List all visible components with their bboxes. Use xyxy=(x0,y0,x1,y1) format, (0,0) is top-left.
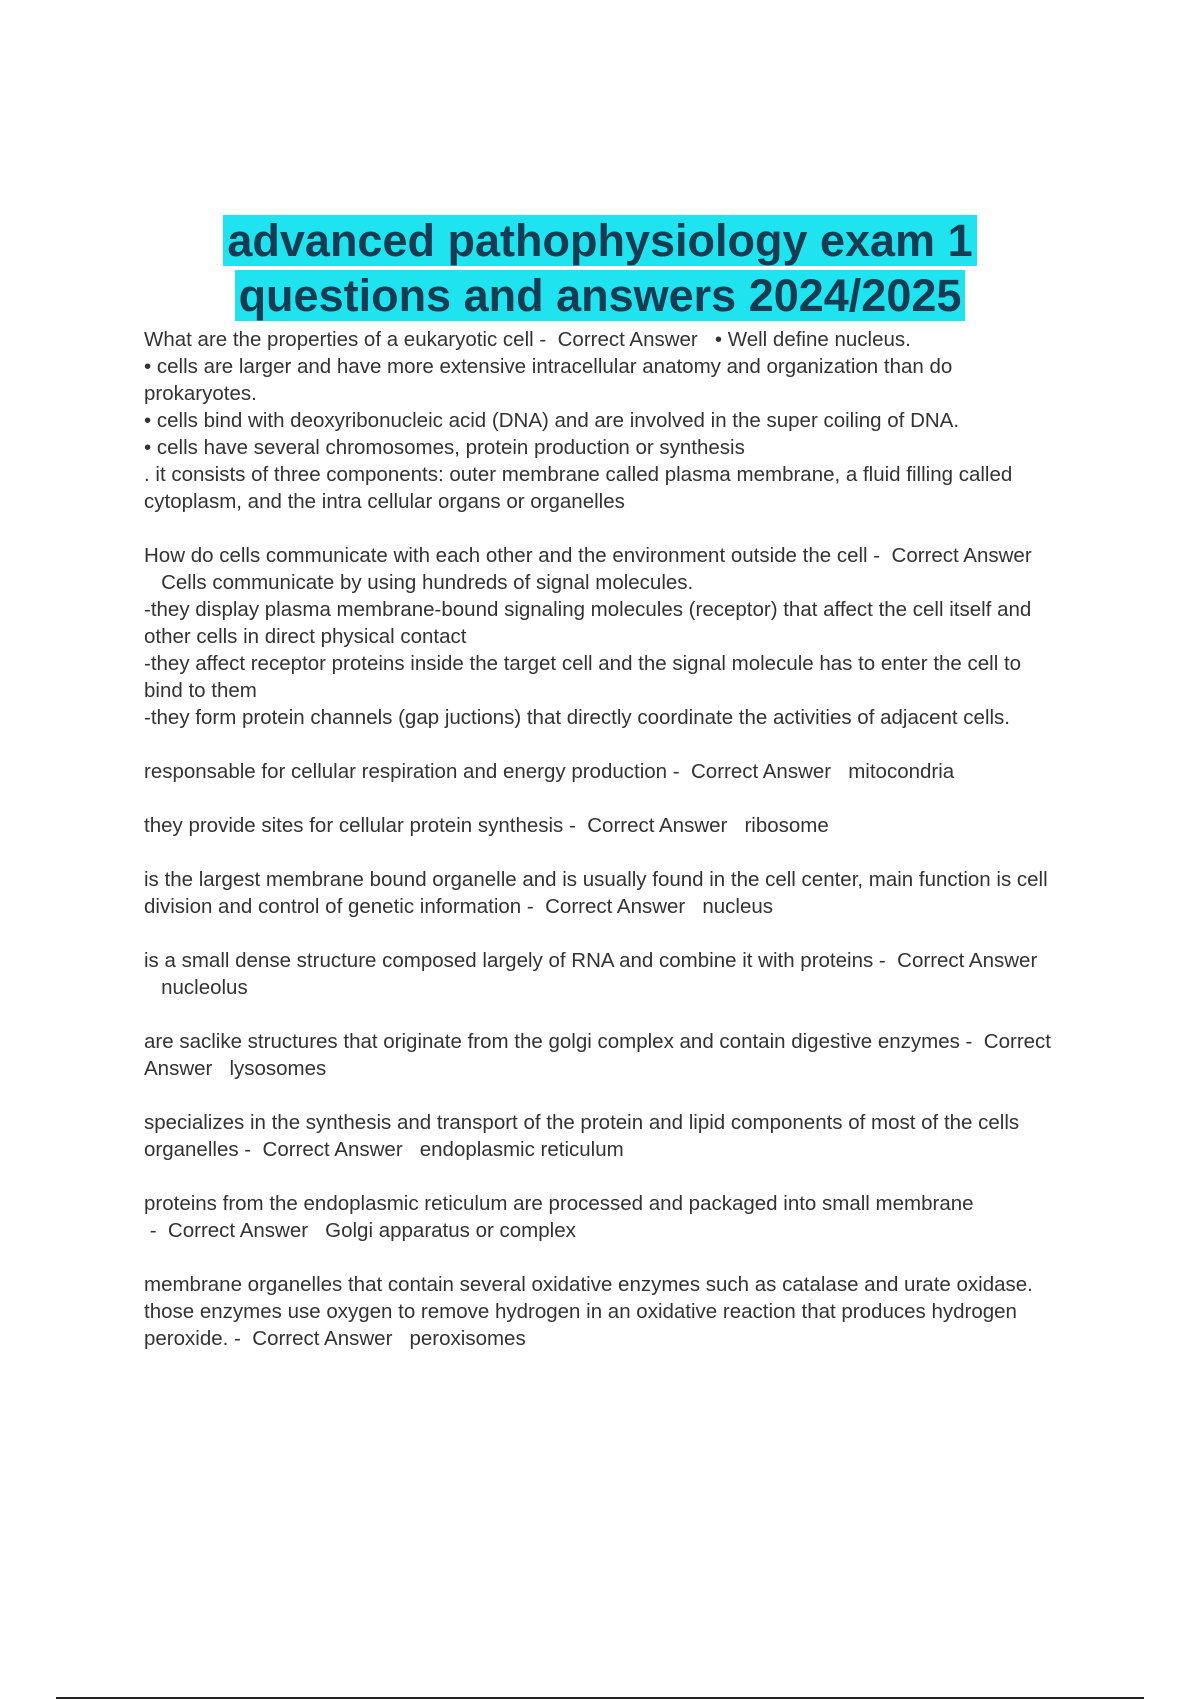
answer-text: ribosome xyxy=(744,814,829,837)
qa-first-line: are saclike structures that originate from the golgi complex and contain digestive enzymes - Correct Answer lysosomes xyxy=(144,1030,1051,1080)
qa-item xyxy=(144,542,1064,731)
correct-answer-label: Correct Answer xyxy=(252,1327,393,1350)
answer-text: mitocondria xyxy=(848,760,955,783)
question-text: What are the properties of a eukaryotic cell xyxy=(144,328,534,351)
answer-text: Cells communicate by using hundreds of signal molecules. xyxy=(161,571,694,594)
correct-answer-label: Correct Answer xyxy=(262,1138,403,1161)
qa-item xyxy=(144,947,1064,1001)
qa-item xyxy=(144,758,1064,785)
question-text: is a small dense structure composed largely of RNA and combine it with proteins xyxy=(144,949,874,972)
correct-answer-label: Correct Answer xyxy=(891,544,1032,567)
qa-item xyxy=(144,866,1064,920)
qa-item xyxy=(144,1109,1064,1163)
qa-first-line: proteins from the endoplasmic reticulum are processed and packaged into small membrane - Correct Answer Golgi apparatus or complex xyxy=(144,1192,974,1242)
answer-text: Golgi apparatus or complex xyxy=(325,1219,576,1242)
qa-first-line: is the largest membrane bound organelle and is usually found in the cell center, main function is cell division and control of genetic information - Correct Answer nucleus xyxy=(144,868,1048,918)
qa-list xyxy=(144,326,1064,1379)
question-text: are saclike structures that originate from the golgi complex and contain digestive enzymes xyxy=(144,1030,960,1053)
qa-first-line: responsable for cellular respiration and energy production - Correct Answer mitocondria xyxy=(144,760,955,783)
page-bottom-rule xyxy=(56,1697,1144,1699)
correct-answer-label: Correct Answer xyxy=(897,949,1038,972)
question-text: specializes in the synthesis and transport of the protein and lipid components of most of the cells organelles xyxy=(144,1111,1020,1161)
answer-text: nucleus xyxy=(702,895,774,918)
correct-answer-label: Correct Answer xyxy=(167,1219,309,1242)
correct-answer-label: Correct Answer xyxy=(557,328,698,351)
document-title xyxy=(0,213,1200,323)
question-text: they provide sites for cellular protein synthesis xyxy=(144,814,564,837)
qa-first-line: What are the properties of a eukaryotic cell - Correct Answer • Well define nucleus. xyxy=(144,328,911,351)
question-text: proteins from the endoplasmic reticulum are processed and packaged into small membrane xyxy=(144,1192,974,1215)
answer-line: -they display plasma membrane-bound signaling molecules (receptor) that affect the cell itself and other cells in direct physical contact xyxy=(144,598,1032,648)
correct-answer-label: Correct Answer xyxy=(545,895,686,918)
qa-first-line: specializes in the synthesis and transport of the protein and lipid components of most of the cells organelles - Correct Answer endoplasmic reticulum xyxy=(144,1111,1020,1161)
title-line-2: questions and answers 2024/2025 xyxy=(235,270,966,321)
answer-line: -they affect receptor proteins inside the target cell and the signal molecule has to enter the cell to bind to them xyxy=(144,652,1022,702)
qa-first-line: How do cells communicate with each other and the environment outside the cell - Correct Answer Cells communicate by using hundreds of signal molecules. xyxy=(144,544,1032,594)
question-text: is the largest membrane bound organelle and is usually found in the cell center, main function is cell division and control of genetic information xyxy=(144,868,1048,918)
answer-line: . it consists of three components: outer membrane called plasma membrane, a fluid filling called cytoplasm, and the intra cellular organs or organelles xyxy=(144,463,1013,513)
qa-item xyxy=(144,1028,1064,1082)
answer-text: endoplasmic reticulum xyxy=(419,1138,624,1161)
answer-line: • cells bind with deoxyribonucleic acid (DNA) and are involved in the super coiling of DNA. xyxy=(144,409,960,432)
answer-text: lysosomes xyxy=(229,1057,327,1080)
qa-item xyxy=(144,1190,1064,1244)
title-line-1: advanced pathophysiology exam 1 xyxy=(223,215,976,266)
qa-item xyxy=(144,1271,1064,1352)
qa-first-line: is a small dense structure composed largely of RNA and combine it with proteins - Correct Answer nucleolus xyxy=(144,949,1038,999)
qa-item xyxy=(144,326,1064,515)
answer-line: • cells are larger and have more extensive intracellular anatomy and organization than do prokaryotes. xyxy=(144,355,953,405)
answer-text: • Well define nucleus. xyxy=(714,328,911,351)
correct-answer-label: Correct Answer xyxy=(587,814,728,837)
answer-line: • cells have several chromosomes, protein production or synthesis xyxy=(144,436,745,459)
answer-text: nucleolus xyxy=(161,976,248,999)
question-text: responsable for cellular respiration and energy production xyxy=(144,760,668,783)
question-text: How do cells communicate with each other and the environment outside the cell xyxy=(144,544,868,567)
answer-line: -they form protein channels (gap juctions) that directly coordinate the activities of adjacent cells. xyxy=(144,706,1010,729)
qa-item xyxy=(144,812,1064,839)
correct-answer-label: Correct Answer xyxy=(144,1030,1051,1080)
question-text: membrane organelles that contain several oxidative enzymes such as catalase and urate oxidase. those enzymes use oxygen to remove hydrogen in an oxidative reaction that produces hydrogen peroxide. xyxy=(144,1273,1033,1350)
qa-first-line: membrane organelles that contain several oxidative enzymes such as catalase and urate oxidase. those enzymes use oxygen to remove hydrogen in an oxidative reaction that produces hydrogen peroxide. - Correct Answer peroxisomes xyxy=(144,1273,1033,1350)
answer-text: peroxisomes xyxy=(409,1327,526,1350)
correct-answer-label: Correct Answer xyxy=(690,760,832,783)
qa-first-line: they provide sites for cellular protein synthesis - Correct Answer ribosome xyxy=(144,814,829,837)
